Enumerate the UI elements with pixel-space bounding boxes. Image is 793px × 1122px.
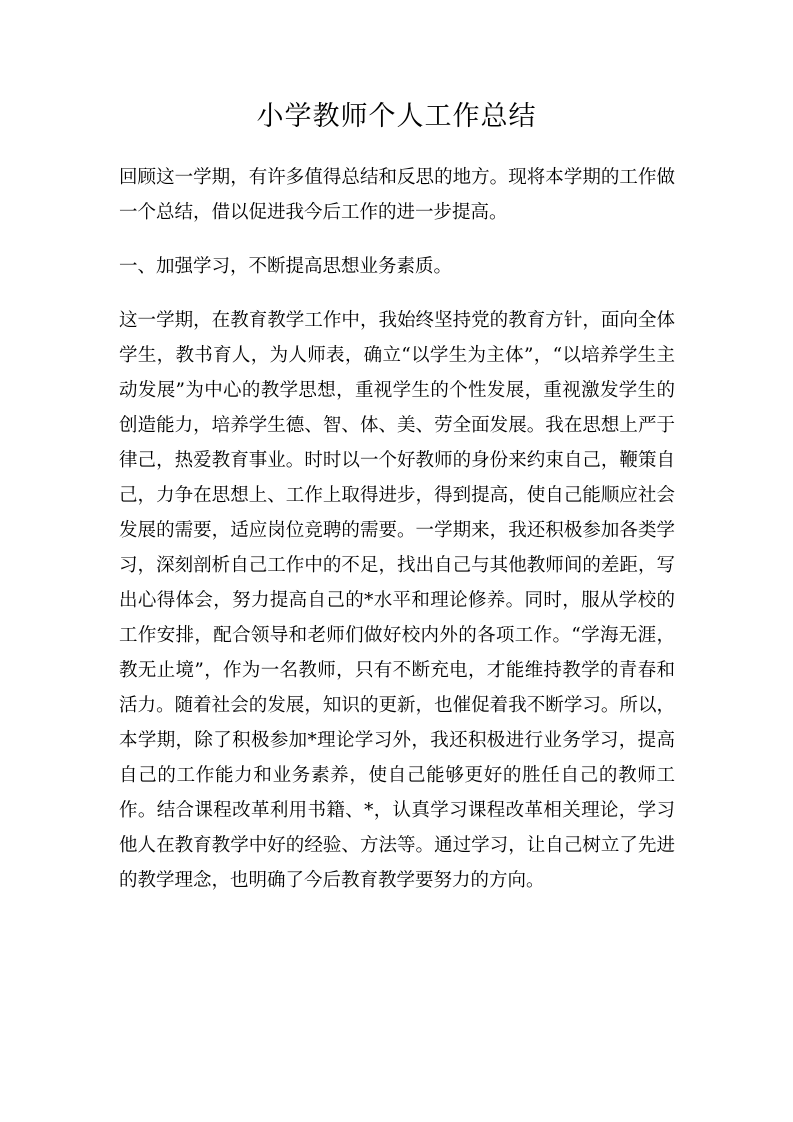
section-heading: 一、加强学习，不断提高思想业务素质。 <box>119 256 453 277</box>
section-paragraph: 这一学期，在教育教学工作中，我始终坚持党的教育方针，面向全体学生，教书育人，为人师表，确立“以学生为主体”，“以培养学生主动发展”为中心的教学思想，重视学生的个性发展，重视激发学生的创造能力，培养学生德、智、体、美、劳全面发展。我在思想上严于律己，热爱教育事业。时时以一个好教师的身份来约束自己，鞭策自己，力争在思想上、工作上取得进步，得到提高，使自己能顺应社会发展的需要，适应岗位竞聘的需要。一学期来，我还积极参加各类学习，深刻剖析自己工作中的不足，找出自己与其他教师间的差距，写出心得体会，努力提高自己的*水平和理论修养。同时，服从学校的工作安排，配合领导和老师们做好校内外的各项工作。“学海无涯，教无止境”，作为一名教师，只有不断充电，才能维持教学的青春和活力。随着社会的发展，知识的更新，也催促着我不断学习。所以，本学期，除了积极参加*理论学习外，我还积极进行业务学习，提高自己的工作能力和业务素养，使自己能够更好的胜任自己的教师工作。结合课程改革利用书籍、*，认真学习课程改革相关理论，学习他人在教育教学中好的经验、方法等。通过学习，让自己树立了先进的教学理念，也明确了今后教育教学要努力的方向。 <box>119 310 675 891</box>
intro-paragraph: 回顾这一学期，有许多值得总结和反思的地方。现将本学期的工作做一个总结，借以促进我今后工作的进一步提高。 <box>119 167 675 223</box>
document-title: 小学教师个人工作总结 <box>256 101 537 132</box>
document-body <box>119 160 675 917</box>
